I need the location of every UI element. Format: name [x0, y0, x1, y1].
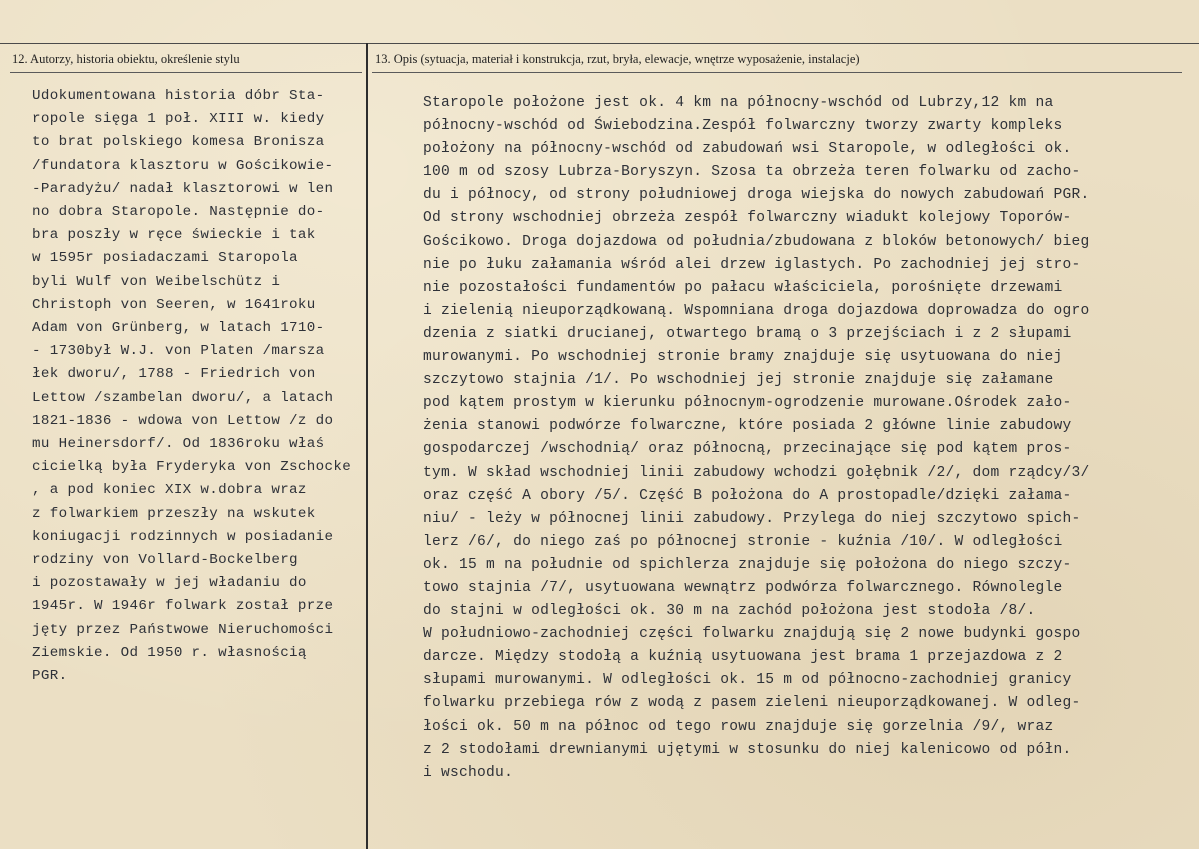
history-column: [32, 85, 366, 688]
description-line: Gościkowo. Droga dojazdowa od południa/zbudowana z bloków betonowych/ bieg: [423, 233, 1090, 250]
history-line: koniugacji rodzinnych w posiadanie: [32, 528, 334, 545]
description-line: żenia stanowi podwórze folwarczne, które posiada 2 główne linie zabudowy: [423, 418, 1072, 435]
history-line: rodziny von Vollard-Bockelberg: [32, 552, 298, 569]
description-line: ok. 15 m na południe od spichlerza znajduje się położona do niego szczy-: [423, 556, 1072, 573]
history-line: łek dworu/, 1788 - Friedrich von: [32, 366, 316, 383]
history-line: cicielką była Fryderyka von Zschocke: [32, 459, 352, 476]
description-column: [423, 92, 1183, 785]
description-line: du i północy, od strony południowej droga wiejska do nowych zabudowań PGR.: [423, 187, 1090, 204]
description-line: szczytowo stajnia /1/. Po wschodniej jej stronie znajduje się załamane: [423, 372, 1054, 389]
description-line: łości ok. 50 m na północ od tego rowu znajduje się gorzelnia /9/, wraz: [423, 718, 1054, 735]
top-rule: [0, 43, 1199, 44]
description-line: folwarku przebiega rów z wodą z pasem zieleni nieuporządkowanej. W odleg-: [423, 695, 1081, 712]
history-line: i pozostawały w jej władaniu do: [32, 575, 307, 592]
description-line: Staropole położone jest ok. 4 km na północny-wschód od Lubrzy,12 km na: [423, 95, 1054, 111]
description-line: Od strony wschodniej obrzeża zespół folwarczny wiadukt kolejowy Toporów-: [423, 210, 1072, 227]
history-line: jęty przez Państwowe Nieruchomości: [32, 621, 334, 638]
description-line: pod kątem prostym w kierunku północnym-ogrodzenie murowane.Ośrodek zało-: [423, 395, 1072, 412]
description-line: niu/ - leży w północnej linii zabudowy. Przylega do niej szczytowo spich-: [423, 510, 1081, 527]
description-line: 100 m od szosy Lubrza-Boryszyn. Szosa ta obrzeża teren folwarku od zacho-: [423, 164, 1081, 181]
history-line: Christoph von Seeren, w 1641roku: [32, 296, 316, 313]
description-line: słupami murowanymi. W odległości ok. 15 m od północno-zachodniej granicy: [423, 672, 1072, 689]
description-line: z 2 stodołami drewnianymi ujętymi w stosunku do niej kalenicowo od półn.: [423, 741, 1072, 758]
history-line: ropole sięga 1 poł. XIII w. kiedy: [32, 111, 325, 128]
history-line: to brat polskiego komesa Bronisza: [32, 134, 325, 151]
description-line: dzenia z siatki drucianej, otwartego bramą o 3 przejściach i z 2 słupami: [423, 325, 1072, 342]
section-13-header: 13. Opis (sytuacja, materiał i konstrukcja, rzut, bryła, elewacje, wnętrze wyposażenie, instalacje): [375, 52, 860, 66]
history-line: mu Heinersdorf/. Od 1836roku właś: [32, 436, 325, 453]
history-line: 1821-1836 - wdowa von Lettow /z do: [32, 412, 334, 429]
description-line: oraz część A obory /5/. Część B położona do A prostopadle/dzięki załama-: [423, 487, 1072, 504]
description-line: północny-wschód od Świebodzina.Zespół folwarczny tworzy zwarty kompleks: [423, 118, 1063, 135]
history-line: , a pod koniec XIX w.dobra wraz: [32, 482, 307, 499]
right-header-rule: [372, 72, 1182, 73]
history-line: Ziemskie. Od 1950 r. własnością: [32, 644, 307, 661]
description-line: nie pozostałości fundamentów po pałacu właściciela, porośnięte drzewami: [423, 279, 1063, 296]
history-line: bra poszły w ręce świeckie i tak: [32, 227, 316, 244]
description-line: lerz /6/, do niego zaś po północnej stronie - kuźnia /10/. W odległości: [423, 533, 1063, 550]
description-line: i wschodu.: [423, 764, 514, 781]
description-line: i zielenią nieuporządkowaną. Wspomniana droga dojazdowa doprowadza do ogro: [423, 302, 1090, 319]
history-line: w 1595r posiadaczami Staropola: [32, 250, 298, 267]
history-line: 1945r. W 1946r folwark został prze: [32, 598, 334, 615]
history-line: Udokumentowana historia dóbr Sta-: [32, 88, 325, 104]
left-header-rule: [10, 72, 362, 73]
description-line: darcze. Między stodołą a kuźnią usytuowana jest brama 1 przejazdowa z 2: [423, 649, 1063, 666]
description-line: W południowo-zachodniej części folwarku znajdują się 2 nowe budynki gospo: [423, 626, 1081, 643]
history-line: no dobra Staropole. Następnie do-: [32, 204, 325, 221]
description-line: tym. W skład wschodniej linii zabudowy wchodzi gołębnik /2/, dom rządcy/3/: [423, 464, 1090, 481]
history-line: - 1730był W.J. von Platen /marsza: [32, 343, 325, 360]
history-line: z folwarkiem przeszły na wskutek: [32, 505, 316, 522]
description-line: położony na północny-wschód od zabudowań wsi Staropole, w odległości ok.: [423, 141, 1072, 158]
history-line: Adam von Grünberg, w latach 1710-: [32, 320, 325, 337]
history-line: Lettow /szambelan dworu/, a latach: [32, 389, 334, 406]
description-line: murowanymi. Po wschodniej stronie bramy znajduje się usytuowana do niej: [423, 349, 1063, 366]
description-line: gospodarczej /wschodnią/ oraz północną, przecinające się pod kątem pros-: [423, 441, 1072, 458]
description-line: nie po łuku załamania wśród alei drzew iglastych. Po zachodniej jej stro-: [423, 256, 1081, 273]
section-12-header: 12. Autorzy, historia obiektu, określenie stylu: [12, 52, 240, 66]
description-line: towo stajnia /7/, usytuowana wewnątrz podwórza folwarcznego. Równolegle: [423, 579, 1063, 596]
column-divider: [366, 43, 368, 849]
history-line: PGR.: [32, 668, 68, 685]
history-line: /fundatora klasztoru w Gościkowie-: [32, 157, 334, 174]
history-line: -Paradyżu/ nadał klasztorowi w len: [32, 180, 334, 197]
description-line: do stajni w odległości ok. 30 m na zachód położona jest stodoła /8/.: [423, 603, 1036, 620]
history-line: byli Wulf von Weibelschütz i: [32, 273, 281, 290]
